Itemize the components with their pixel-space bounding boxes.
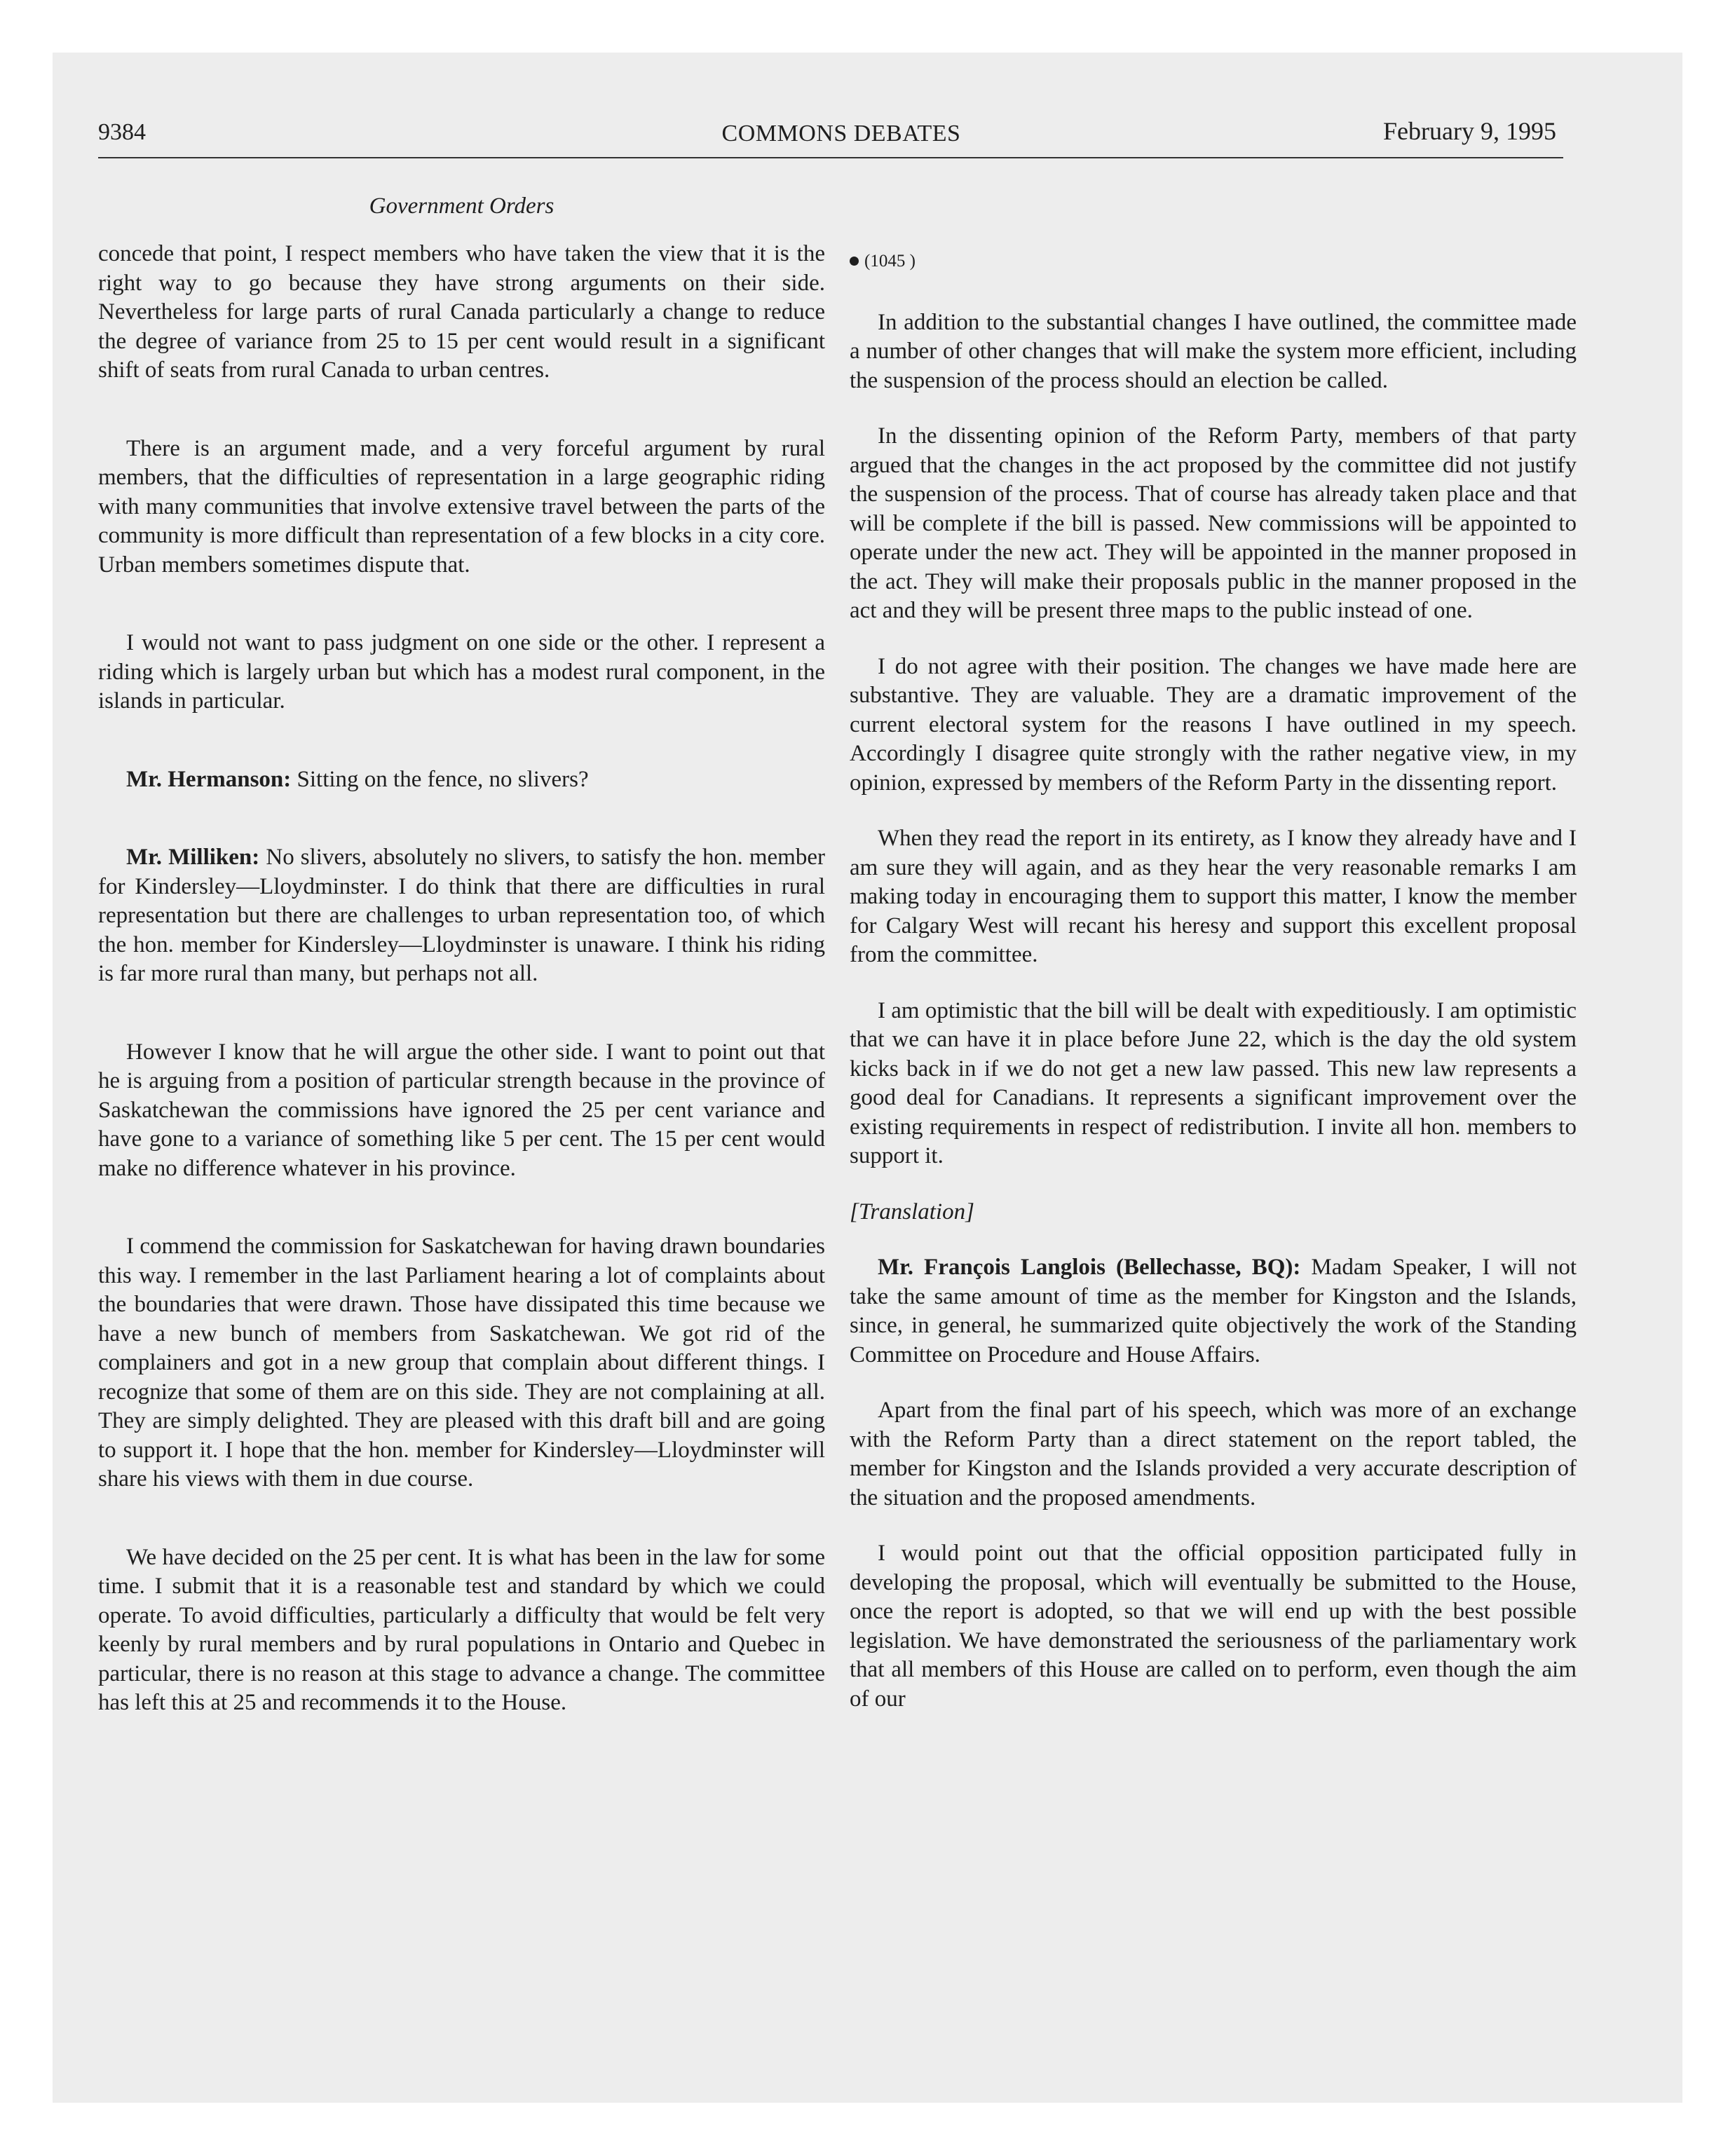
speech-paragraph xyxy=(98,765,825,795)
speech-text: Sitting on the fence, no slivers? xyxy=(291,766,589,792)
speaker-name: Mr. François Langlois (Bellechasse, BQ): xyxy=(878,1255,1301,1280)
speech-text: No slivers, absolutely no slivers, to satisfy the hon. member for Kindersley—Lloydminster. I do think that there are difficulties in rural representation but there are challenges to urban representation too, of which the hon. member for Kindersley—Lloydminster is unaware. I think his riding is far more rural than many, but perhaps not all. xyxy=(98,845,825,986)
running-head: COMMONS DEBATES xyxy=(721,121,961,146)
publication-date: February 9, 1995 xyxy=(1383,117,1556,145)
paragraph: There is an argument made, and a very forceful argument by rural members, that the difficulties of representation in a large geographic riding with many communities that involve extensive travel between the parts of the community is more difficult than representation of a few blocks in a city core. Urban members sometimes dispute that. xyxy=(98,435,825,578)
translation-label: [Translation] xyxy=(850,1199,974,1224)
section-title: Government Orders xyxy=(369,193,554,219)
header-rule xyxy=(98,157,1563,158)
paragraph: Apart from the final part of his speech, which was more of an exchange with the Reform Party than a direct statement on the report tabled, the member for Kingston and the Islands provided a very accurate description of the situation and the proposed amendments. xyxy=(850,1398,1577,1510)
paragraph: I do not agree with their position. The changes we have made here are substantive. They are valuable. They are a dramatic improvement of the current electoral system for the reasons I have outlined in my speech. Accordingly I disagree quite strongly with the rather negative view, in my opinion, expressed by members of the Reform Party in the dissenting report. xyxy=(850,653,1577,796)
paragraph: concede that point, I respect members who have taken the view that it is the right way to go because they have strong arguments on their side. Nevertheless for large parts of rural Canada particularly a change to reduce the degree of variance from 25 to 15 per cent would result in a significant shift of seats from rural Canada to urban centres. xyxy=(98,241,825,383)
time-marker-label: (1045 ) xyxy=(864,252,916,271)
speech-paragraph xyxy=(98,843,825,989)
paragraph: When they read the report in its entirety, as I know they already have and I am sure they will again, and as they hear the very reasonable remarks I am making today in encouraging them to support this matter, I know the member for Calgary West will recant his heresy and support this excellent proposal from the committee. xyxy=(850,826,1577,967)
paragraph: We have decided on the 25 per cent. It is what has been in the law for some time. I submit that it is a reasonable test and standard by which we could operate. To avoid difficulties, particularly a difficulty that would be felt very keenly by rural members and by rural populations in Ontario and Quebec in particular, there is no reason at this stage to advance a change. The committee has left this at 25 and recommends it to the House. xyxy=(98,1544,825,1715)
page-number: 9384 xyxy=(98,119,146,145)
paragraph: I would point out that the official opposition participated fully in developing the proposal, which will eventually be submitted to the House, once the report is adopted, so that we will end up with the best possible legislation. We have demonstrated the seriousness of the parliamentary work that all members of this House are called on to perform, even though the aim of our xyxy=(850,1541,1577,1712)
paragraph: In addition to the substantial changes I have outlined, the committee made a number of other changes that will make the system more efficient, including the suspension of the process should an election be called. xyxy=(850,309,1577,393)
paragraph: I commend the commission for Saskatchewan for having drawn boundaries this way. I remember in the last Parliament hearing a lot of complaints about the boundaries that were drawn. Those have dissipated this time because we have a new bunch of members from Saskatchewan. We got rid of the complainers and got in a new group that complain about different things. I recognize that some of them are on this side. They are not complaining at all. They are simply delighted. They are pleased with this draft bill and are going to support it. I hope that the hon. member for Kindersley—Lloydminster will share his views with them in due course. xyxy=(98,1234,825,1492)
right-column xyxy=(850,240,1577,1714)
paragraph: In the dissenting opinion of the Reform Party, members of that party argued that the changes in the act proposed by the committee did not justify the suspension of the process. That of course has already taken place and that will be complete if the bill is passed. New commissions will be appointed to operate under the new act. They will be appointed in the manner proposed in the act. They will make their proposals public in the manner proposed in the act and they will be present three maps to the public instead of one. xyxy=(850,423,1577,623)
paragraph: I would not want to pass judgment on one side or the other. I represent a riding which is largely urban but which has a modest rural component, in the islands in particular. xyxy=(98,630,825,714)
time-marker xyxy=(850,247,1577,276)
speaker-name: Mr. Milliken: xyxy=(126,845,260,870)
speaker-name: Mr. Hermanson: xyxy=(126,766,292,792)
paragraph: I am optimistic that the bill will be dealt with expeditiously. I am optimistic that we can have it in place before June 22, which is the day the old system kicks back in if we do not get a new law passed. This new law represents a good deal for Canadians. It represents a significant improvement over the existing requirements in respect of redistribution. I invite all hon. members to support it. xyxy=(850,997,1577,1168)
speech-paragraph xyxy=(850,1253,1577,1370)
left-column xyxy=(98,240,825,1718)
paragraph: However I know that he will argue the other side. I want to point out that he is arguing from a position of particular strength because in the province of Saskatchewan the commissions have ignored the 25 per cent variance and have gone to a variance of something like 5 per cent. The 15 per cent would make no difference whatever in his province. xyxy=(98,1039,825,1181)
bullet-icon xyxy=(850,257,859,266)
speech-text: Madam Speaker, I will not take the same amount of time as the member for Kingston and the Islands, since, in general, he summarized quite objectively the work of the Standing Committee on Procedure and House Affairs. xyxy=(850,1255,1577,1367)
